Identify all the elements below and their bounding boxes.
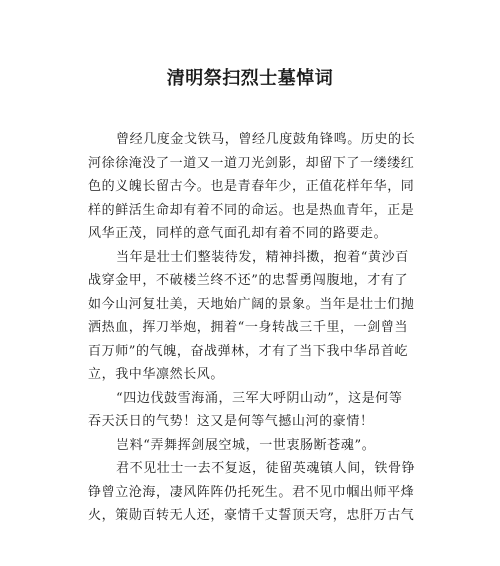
document-body xyxy=(88,128,418,528)
text-line: 当年是壮士们整装待发，精神抖擞，抱着“黄沙百 xyxy=(116,249,409,265)
text-line: 战穿金甲，不破楼兰终不还”的忠誓勇闯腹地，才有了 xyxy=(88,273,409,288)
text-line: “四边伐鼓雪海涌，三军大呼阴山动”，这是何等 xyxy=(116,390,403,406)
text-line: 洒热血，挥刀举炮，拥着“一身转战三千里，一剑曾当 xyxy=(88,320,409,335)
text-line: 曾经几度金戈铁马，曾经几度鼓角锋鸣。历史的长 xyxy=(116,132,416,147)
text-line: 火，策勋百转无人还，豪情千丈誓顶天穹，忠肝万古气 xyxy=(88,508,415,523)
text-line: 铮曾立沧海，凄风阵阵仍托死生。君不见巾帼出师平烽 xyxy=(88,484,415,500)
text-line: 风华正茂，同样的意气面孔却有着不同的路要走。 xyxy=(88,226,388,241)
text-line: 吞天沃日的气势！这又是何等气撼山河的豪情！ xyxy=(88,414,374,429)
text-line: 样的鲜活生命却有着不同的命运。也是热血青年，正是 xyxy=(88,202,415,218)
text-line: 百万师”的气魄，奋战弹林，才有了当下我中华昂首屹 xyxy=(88,343,409,359)
text-line: 如今山河复壮美，天地始广阔的景象。当年是壮士们抛 xyxy=(88,296,415,312)
text-line: 君不见壮士一去不复返，徒留英魂镇人间，铁骨铮 xyxy=(116,461,416,476)
text-line: 立，我中华凛然长风。 xyxy=(88,367,225,382)
text-line: 岂料“弄舞挥剑展空城，一世衷肠断苍魂”。 xyxy=(116,437,376,453)
document-title: 清明祭扫烈士墓悼词 xyxy=(166,68,334,89)
text-line: 河徐徐淹没了一道又一道刀光剑影，却留下了一缕缕红 xyxy=(88,155,415,171)
text-line: 色的义魄长留古今。也是青春年少，正值花样年华，同 xyxy=(88,179,415,194)
